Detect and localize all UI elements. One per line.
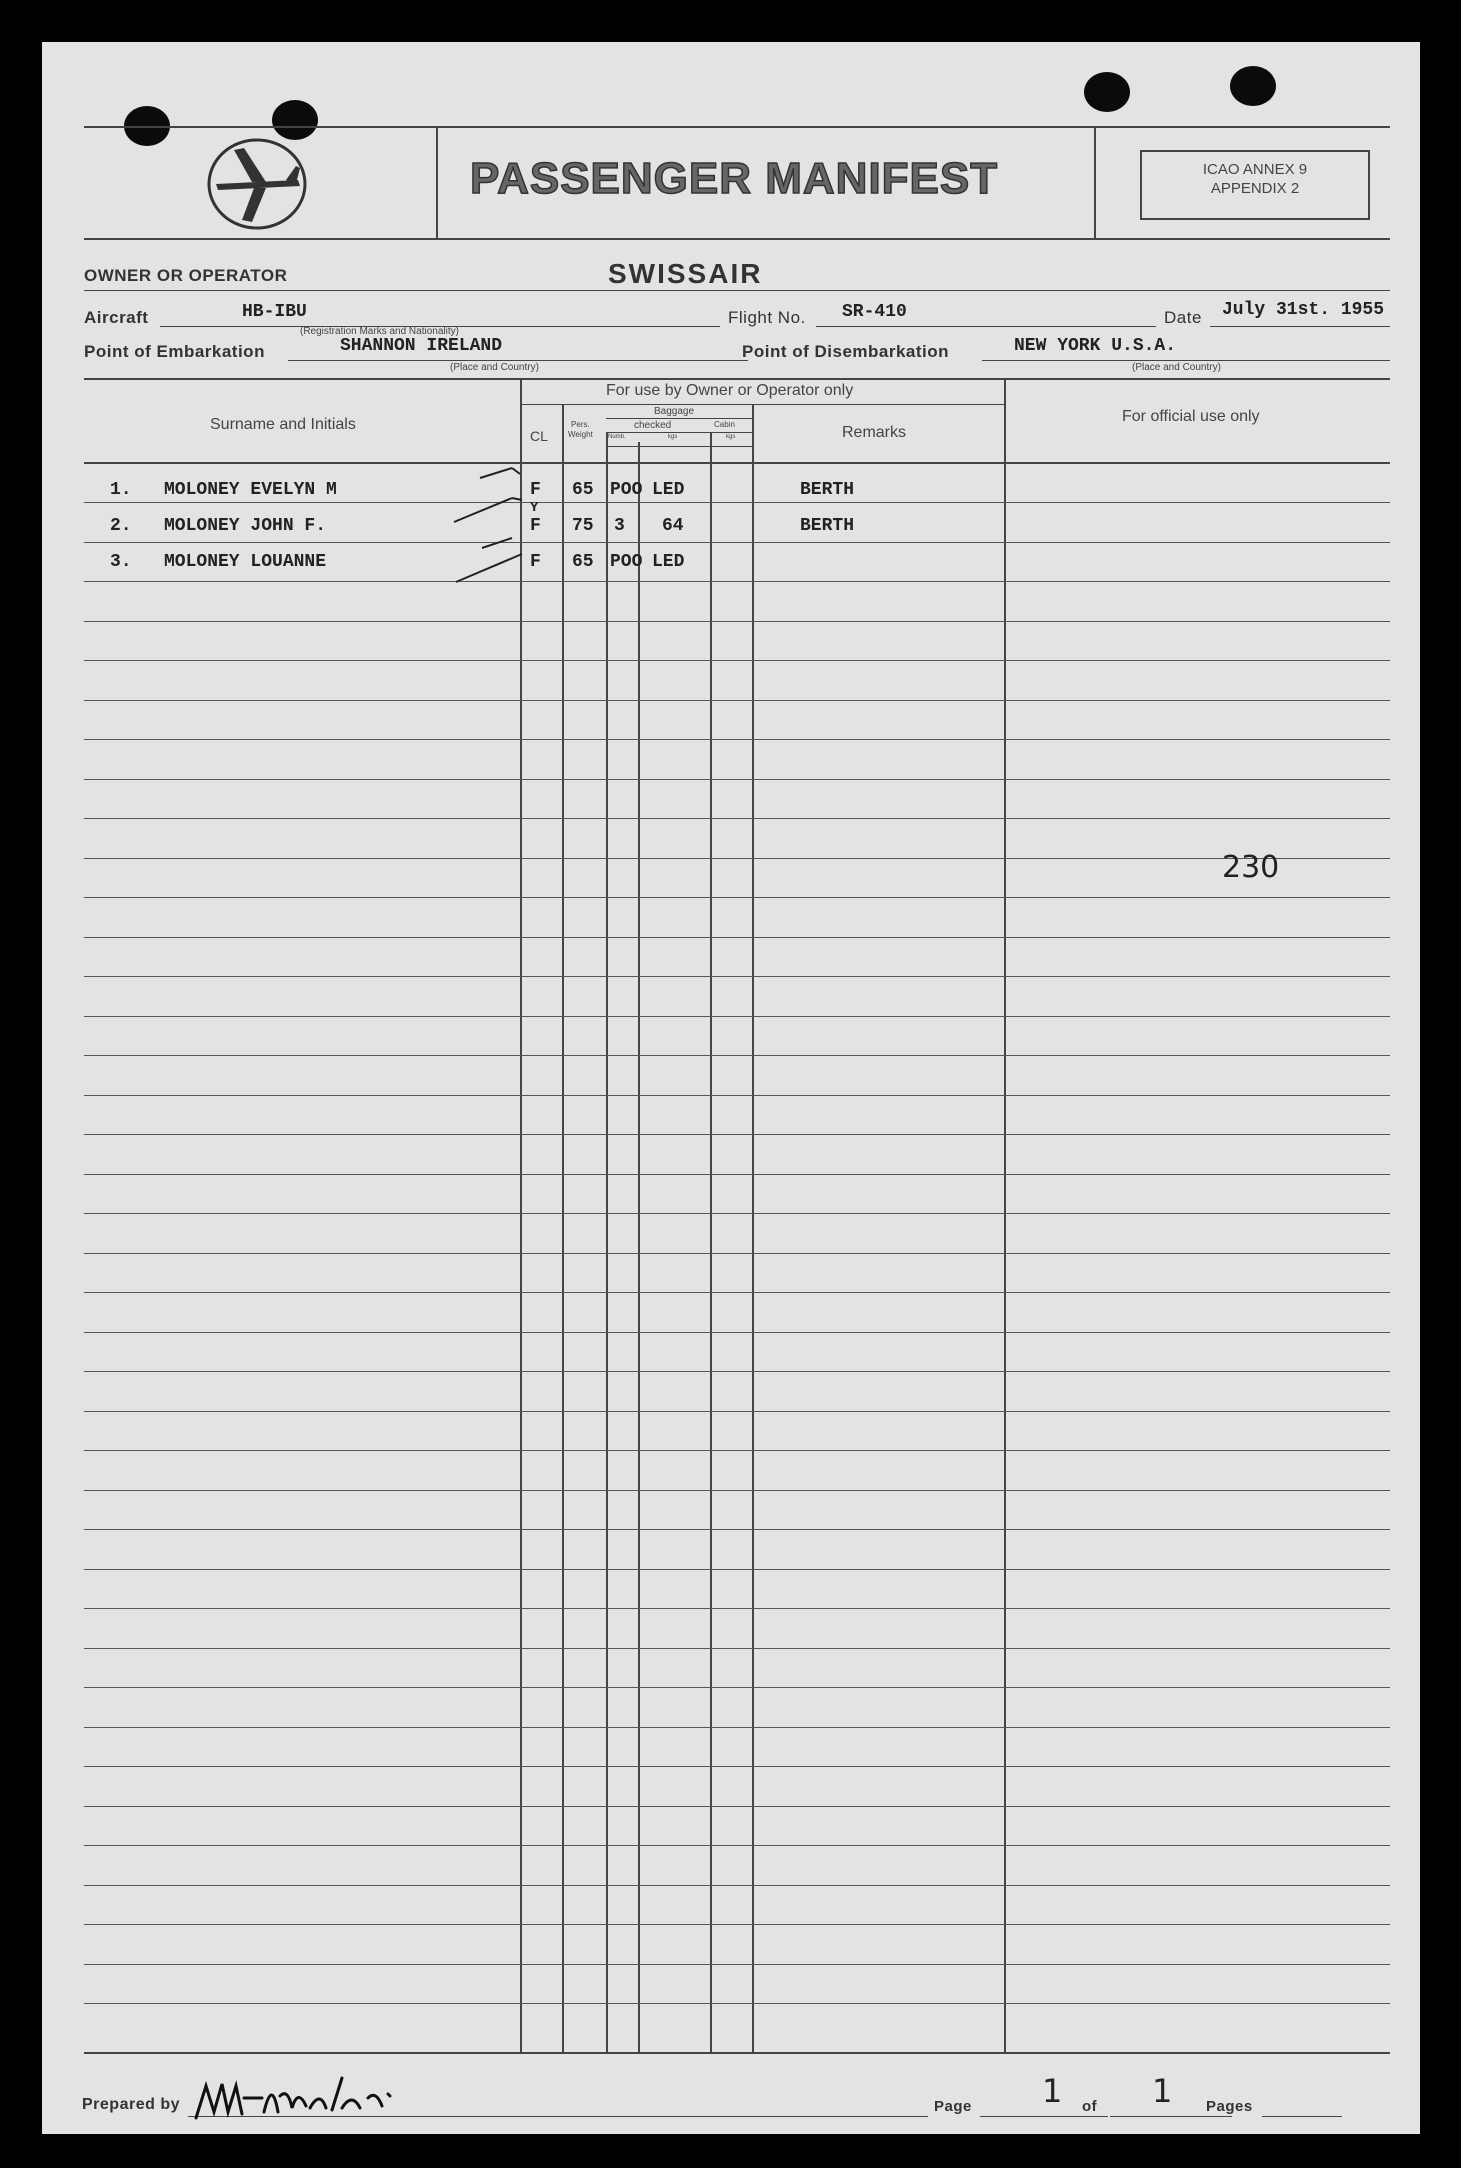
baggage-numb-cell: POO [610, 552, 643, 572]
row-number: 3. [110, 552, 132, 572]
aircraft-label: Aircraft [84, 308, 149, 327]
baggage-kgs-cell: LED [652, 552, 685, 572]
of-label: of [1082, 2098, 1098, 2115]
ruled-line [84, 1292, 1390, 1293]
class-cell: F [530, 552, 541, 572]
date-value: July 31st. 1955 [1222, 300, 1385, 320]
ruled-line [84, 1134, 1390, 1135]
disembark-label: Point of Disembarkation [742, 342, 950, 361]
ruled-line [84, 1727, 1390, 1728]
passenger-name: MOLONEY LOUANNE [164, 552, 327, 572]
passenger-name: MOLONEY JOHN F. [164, 516, 327, 536]
row-number: 1. [110, 480, 132, 500]
cl-column-header: CL [530, 428, 548, 444]
prepared-by-label: Prepared by [82, 2096, 180, 2113]
ruled-line [84, 1806, 1390, 1807]
row-number: 2. [110, 516, 132, 536]
ruled-line [84, 937, 1390, 938]
ruled-line [84, 1213, 1390, 1214]
aircraft-value: HB-IBU [242, 302, 307, 322]
ruled-line [84, 1016, 1390, 1017]
weight-cell: 65 [572, 480, 594, 500]
ruled-line [84, 858, 1390, 859]
ruled-line [84, 1529, 1390, 1530]
ruled-line [84, 1371, 1390, 1372]
baggage-numb-cell: POO [610, 480, 643, 500]
baggage-kgs-cell: 64 [662, 516, 684, 536]
ruled-line [84, 976, 1390, 977]
kgs-header: kgs [668, 434, 678, 440]
ruled-line [84, 2003, 1390, 2004]
page-label: Page [934, 2098, 972, 2115]
page-value: 1 [1042, 2072, 1063, 2110]
ruled-line [84, 1055, 1390, 1056]
ruled-line [84, 1253, 1390, 1254]
official-use-header: For official use only [1122, 408, 1260, 425]
disembark-value: NEW YORK U.S.A. [1014, 336, 1177, 356]
page-title: PASSENGER MANIFEST [470, 154, 999, 203]
ruled-line [84, 700, 1390, 701]
pencil-tick-marks [42, 42, 1420, 662]
class-cell: F [530, 516, 541, 536]
baggage-numb-cell: 3 [614, 516, 625, 536]
owner-label: OWNER OR OPERATOR [84, 266, 288, 285]
ruled-line [84, 779, 1390, 780]
ruled-line [84, 1648, 1390, 1649]
date-label: Date [1164, 308, 1202, 327]
official-note: 230 [1222, 850, 1280, 885]
checked-header: checked [634, 420, 672, 431]
remarks-cell: BERTH [800, 480, 855, 500]
ruled-line [84, 897, 1390, 898]
remarks-cell: BERTH [800, 516, 855, 536]
ruled-line [84, 1608, 1390, 1609]
flight-value: SR-410 [842, 302, 907, 322]
icao-annex-box: ICAO ANNEX 9 APPENDIX 2 [1140, 150, 1370, 220]
class-cell: F [530, 480, 541, 500]
signature [192, 2068, 492, 2128]
baggage-kgs-cell: LED [652, 480, 685, 500]
ruled-line [84, 1569, 1390, 1570]
pages-label: Pages [1206, 2098, 1253, 2115]
ruled-line [84, 818, 1390, 819]
ruled-line [84, 739, 1390, 740]
numb-header: Numb. [608, 434, 626, 440]
cabin-kgs-header: kgs [726, 434, 736, 440]
surname-column-header: Surname and Initials [210, 416, 356, 433]
ruled-line [84, 1174, 1390, 1175]
disembark-note: (Place and Country) [1132, 362, 1221, 373]
ruled-line [84, 1924, 1390, 1925]
ruled-line [84, 1687, 1390, 1688]
embark-value: SHANNON IRELAND [340, 336, 503, 356]
weight-cell: 65 [572, 552, 594, 572]
ruled-line [84, 1845, 1390, 1846]
embark-label: Point of Embarkation [84, 342, 265, 361]
registration-note: (Registration Marks and Nationality) [300, 326, 459, 337]
owner-value: SWISSAIR [608, 258, 763, 289]
pers-weight-header: Pers. Weight [568, 420, 593, 439]
of-value: 1 [1152, 2072, 1173, 2110]
passenger-name: MOLONEY EVELYN M [164, 480, 337, 500]
ruled-line [84, 1766, 1390, 1767]
ruled-line [84, 1964, 1390, 1965]
ruled-line [84, 1411, 1390, 1412]
owner-use-header: For use by Owner or Operator only [606, 382, 854, 399]
class-cell-extra: Y [530, 500, 539, 516]
ruled-line [84, 1450, 1390, 1451]
baggage-header: Baggage [654, 406, 695, 417]
ruled-line [84, 1332, 1390, 1333]
ruled-line [84, 1885, 1390, 1886]
weight-cell: 75 [572, 516, 594, 536]
manifest-sheet [42, 42, 1420, 2134]
embark-note: (Place and Country) [450, 362, 539, 373]
ruled-line [84, 1490, 1390, 1491]
ruled-line [84, 1095, 1390, 1096]
flight-label: Flight No. [728, 308, 806, 327]
cabin-header: Cabin [714, 420, 735, 429]
remarks-column-header: Remarks [842, 424, 907, 441]
